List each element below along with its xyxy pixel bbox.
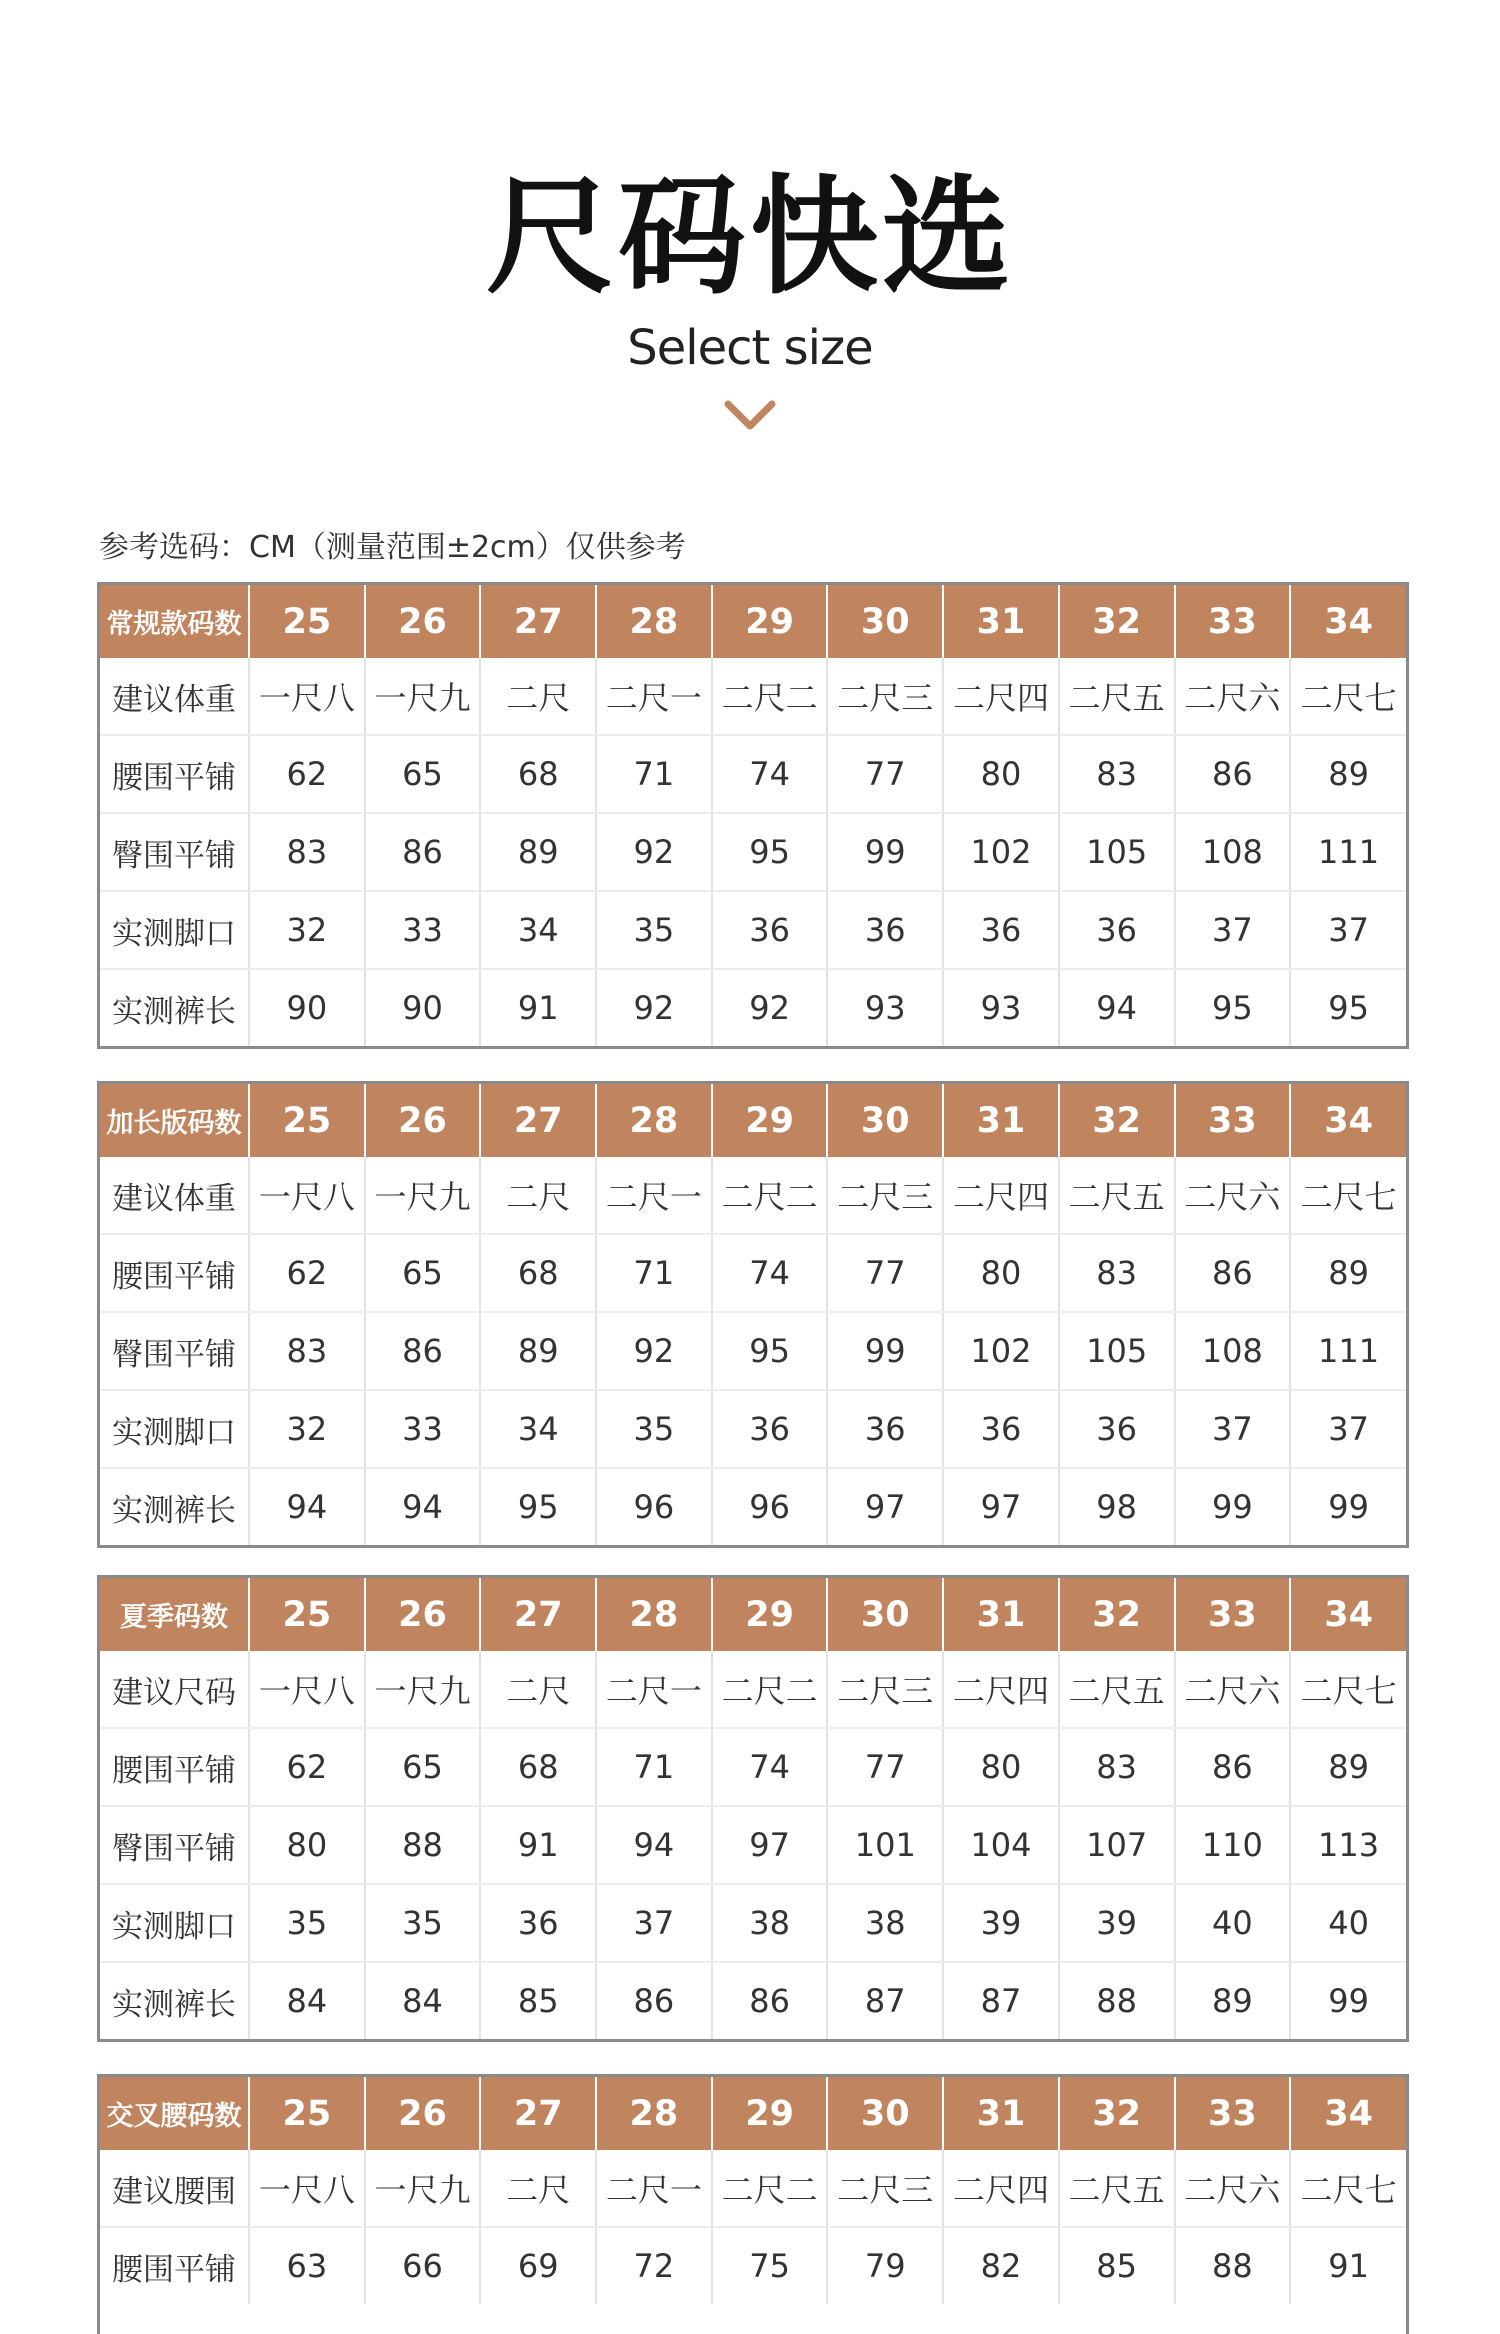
table-cell: 39 bbox=[1059, 1884, 1175, 1962]
table-cell: 101 bbox=[827, 1806, 943, 1884]
chevron-down-icon bbox=[722, 396, 778, 436]
table-cell: 二尺 bbox=[480, 2150, 596, 2227]
table-cell: 37 bbox=[1175, 891, 1291, 969]
size-header-cell: 26 bbox=[365, 2077, 481, 2150]
table-cell: 71 bbox=[596, 1728, 712, 1806]
table-cell: 一尺九 bbox=[365, 1651, 481, 1728]
size-header-cell: 29 bbox=[712, 1578, 828, 1651]
table-cell: 36 bbox=[1059, 1390, 1175, 1468]
table-cell: 36 bbox=[712, 1390, 828, 1468]
size-header-cell: 31 bbox=[943, 1084, 1059, 1157]
table-cell: 89 bbox=[1290, 1234, 1406, 1312]
table-header-row bbox=[100, 585, 1406, 658]
table-cell: 89 bbox=[1290, 735, 1406, 813]
table-cell: 36 bbox=[712, 891, 828, 969]
size-header-cell: 26 bbox=[365, 1578, 481, 1651]
table-cell: 33 bbox=[365, 891, 481, 969]
table-cell: 一尺九 bbox=[365, 2150, 481, 2227]
table-cell: 二尺七 bbox=[1290, 658, 1406, 735]
table-cell: 93 bbox=[943, 969, 1059, 1046]
table-cell: 37 bbox=[1175, 1390, 1291, 1468]
table-cell: 二尺五 bbox=[1059, 658, 1175, 735]
size-header-cell: 31 bbox=[943, 1578, 1059, 1651]
size-header-cell: 33 bbox=[1175, 1578, 1291, 1651]
size-header-cell: 33 bbox=[1175, 585, 1291, 658]
table-cell: 95 bbox=[712, 813, 828, 891]
table-cell: 113 bbox=[1290, 1806, 1406, 1884]
size-header-cell: 32 bbox=[1059, 2077, 1175, 2150]
table-cell: 84 bbox=[365, 1962, 481, 2039]
table-cell: 74 bbox=[712, 735, 828, 813]
table-cell: 97 bbox=[712, 1806, 828, 1884]
table-cell: 89 bbox=[480, 1312, 596, 1390]
table-cell: 89 bbox=[1290, 1728, 1406, 1806]
table-cell: 二尺四 bbox=[943, 2150, 1059, 2227]
table-row bbox=[100, 1468, 1406, 1545]
table-cell: 37 bbox=[1290, 891, 1406, 969]
table-cell: 65 bbox=[365, 735, 481, 813]
row-label-cell: 臀围平铺 bbox=[100, 1806, 249, 1884]
size-header-cell: 30 bbox=[827, 585, 943, 658]
table-cell: 111 bbox=[1290, 813, 1406, 891]
row-label-cell: 建议体重 bbox=[100, 658, 249, 735]
table-cell: 91 bbox=[480, 1806, 596, 1884]
table-cell: 87 bbox=[827, 1962, 943, 2039]
size-table-regular bbox=[97, 582, 1409, 1049]
table-row bbox=[100, 658, 1406, 735]
table-cell: 二尺三 bbox=[827, 658, 943, 735]
table-cell: 二尺五 bbox=[1059, 1157, 1175, 1234]
row-label-cell: 腰围平铺 bbox=[100, 735, 249, 813]
size-header-cell: 34 bbox=[1290, 2077, 1406, 2150]
row-label-cell: 腰围平铺 bbox=[100, 1234, 249, 1312]
table-cell: 86 bbox=[1175, 1234, 1291, 1312]
size-table-cross-waist bbox=[97, 2074, 1409, 2334]
table-cell: 35 bbox=[249, 1884, 365, 1962]
size-table-long bbox=[97, 1081, 1409, 1548]
table-cell: 85 bbox=[480, 1962, 596, 2039]
table-cell: 96 bbox=[712, 1468, 828, 1545]
table-cell: 107 bbox=[1059, 1806, 1175, 1884]
table-cell: 87 bbox=[943, 1962, 1059, 2039]
table-cell: 86 bbox=[1175, 1728, 1291, 1806]
table-cell: 77 bbox=[827, 1234, 943, 1312]
table-cell: 68 bbox=[480, 1234, 596, 1312]
table-row bbox=[100, 735, 1406, 813]
size-header-cell: 25 bbox=[249, 1084, 365, 1157]
row-label-cell: 臀围平铺 bbox=[100, 1312, 249, 1390]
table-cell: 83 bbox=[1059, 1728, 1175, 1806]
table-cell: 35 bbox=[596, 1390, 712, 1468]
table-cell: 95 bbox=[1175, 969, 1291, 1046]
table-cell: 86 bbox=[365, 813, 481, 891]
size-header-cell: 27 bbox=[480, 1084, 596, 1157]
table-cell: 83 bbox=[1059, 735, 1175, 813]
table-row bbox=[100, 1884, 1406, 1962]
size-header-cell: 33 bbox=[1175, 2077, 1291, 2150]
table-cell: 92 bbox=[712, 969, 828, 1046]
table-cell: 102 bbox=[943, 813, 1059, 891]
row-label-cell: 实测脚口 bbox=[100, 1390, 249, 1468]
table-cell: 二尺二 bbox=[712, 1651, 828, 1728]
table-cell: 33 bbox=[365, 1390, 481, 1468]
table-cell: 80 bbox=[249, 1806, 365, 1884]
table-cell: 二尺 bbox=[480, 1651, 596, 1728]
table-cell: 99 bbox=[827, 813, 943, 891]
table-cell: 二尺七 bbox=[1290, 1651, 1406, 1728]
table-cell: 90 bbox=[365, 969, 481, 1046]
table-cell: 二尺一 bbox=[596, 1651, 712, 1728]
table-cell: 94 bbox=[365, 1468, 481, 1545]
size-header-cell: 33 bbox=[1175, 1084, 1291, 1157]
table-cell: 35 bbox=[596, 891, 712, 969]
table-cell: 62 bbox=[249, 1234, 365, 1312]
table-cell: 62 bbox=[249, 735, 365, 813]
table-cell: 68 bbox=[480, 1728, 596, 1806]
table-cell: 35 bbox=[365, 1884, 481, 1962]
table-header-row bbox=[100, 2077, 1406, 2150]
table-cell: 36 bbox=[943, 1390, 1059, 1468]
row-label-cell: 实测裤长 bbox=[100, 1468, 249, 1545]
table-cell: 36 bbox=[480, 1884, 596, 1962]
table-row bbox=[100, 1651, 1406, 1728]
reference-note: 参考选码：CM（测量范围±2cm）仅供参考 bbox=[99, 530, 686, 565]
size-header-cell: 28 bbox=[596, 1084, 712, 1157]
table-cell: 97 bbox=[943, 1468, 1059, 1545]
table-cell: 99 bbox=[1175, 1468, 1291, 1545]
table-cell: 99 bbox=[827, 1312, 943, 1390]
table-cell: 二尺三 bbox=[827, 1651, 943, 1728]
row-label-cell: 腰围平铺 bbox=[100, 1728, 249, 1806]
table-row bbox=[100, 1234, 1406, 1312]
table-cell: 105 bbox=[1059, 1312, 1175, 1390]
table-cell: 111 bbox=[1290, 1312, 1406, 1390]
row-label-cell: 实测脚口 bbox=[100, 891, 249, 969]
size-header-cell: 29 bbox=[712, 1084, 828, 1157]
table-cell: 37 bbox=[1290, 1390, 1406, 1468]
row-label-cell: 实测裤长 bbox=[100, 969, 249, 1046]
table-cell: 一尺八 bbox=[249, 1651, 365, 1728]
table-cell: 86 bbox=[712, 1962, 828, 2039]
table-cell: 82 bbox=[943, 2227, 1059, 2304]
size-header-cell: 32 bbox=[1059, 1578, 1175, 1651]
table-cell: 94 bbox=[1059, 969, 1175, 1046]
table-cell: 105 bbox=[1059, 813, 1175, 891]
size-table-summer bbox=[97, 1575, 1409, 2042]
size-header-cell: 28 bbox=[596, 1578, 712, 1651]
table-cell: 84 bbox=[249, 1962, 365, 2039]
size-header-cell: 25 bbox=[249, 2077, 365, 2150]
table-cell: 二尺一 bbox=[596, 2150, 712, 2227]
table-cell: 二尺三 bbox=[827, 2150, 943, 2227]
table-cell: 94 bbox=[596, 1806, 712, 1884]
table-cell: 63 bbox=[249, 2227, 365, 2304]
row-label-cell: 建议腰围 bbox=[100, 2150, 249, 2227]
table-cell: 二尺六 bbox=[1175, 2150, 1291, 2227]
table-row bbox=[100, 1806, 1406, 1884]
table-cell: 77 bbox=[827, 735, 943, 813]
table-cell: 89 bbox=[1175, 1962, 1291, 2039]
table-cell: 34 bbox=[480, 1390, 596, 1468]
table-cell: 77 bbox=[827, 1728, 943, 1806]
size-header-cell: 34 bbox=[1290, 1578, 1406, 1651]
size-header-cell: 26 bbox=[365, 1084, 481, 1157]
size-header-cell: 30 bbox=[827, 1578, 943, 1651]
size-header-cell: 32 bbox=[1059, 1084, 1175, 1157]
row-label-cell: 腰围平铺 bbox=[100, 2227, 249, 2304]
table-row bbox=[100, 1728, 1406, 1806]
table-cell: 一尺九 bbox=[365, 658, 481, 735]
table-cell: 102 bbox=[943, 1312, 1059, 1390]
table-cell: 92 bbox=[596, 813, 712, 891]
size-header-cell: 26 bbox=[365, 585, 481, 658]
table-cell: 95 bbox=[480, 1468, 596, 1545]
size-header-cell: 27 bbox=[480, 2077, 596, 2150]
row-label-cell: 建议体重 bbox=[100, 1157, 249, 1234]
size-header-cell: 30 bbox=[827, 2077, 943, 2150]
table-cell: 32 bbox=[249, 1390, 365, 1468]
size-header-cell: 31 bbox=[943, 585, 1059, 658]
table-cell: 88 bbox=[1175, 2227, 1291, 2304]
table-cell: 二尺二 bbox=[712, 1157, 828, 1234]
table-row bbox=[100, 891, 1406, 969]
table-cell: 62 bbox=[249, 1728, 365, 1806]
table-cell: 85 bbox=[1059, 2227, 1175, 2304]
table-cell: 86 bbox=[365, 1312, 481, 1390]
table-cell: 95 bbox=[1328, 989, 1369, 1027]
size-header-cell: 31 bbox=[943, 2077, 1059, 2150]
table-cell: 一尺八 bbox=[249, 658, 365, 735]
table-cell: 95 bbox=[712, 1312, 828, 1390]
table-cell: 86 bbox=[1175, 735, 1291, 813]
table-cell: 86 bbox=[596, 1962, 712, 2039]
table-header-label: 交叉腰码数 bbox=[100, 2077, 249, 2150]
table-row bbox=[100, 2227, 1406, 2304]
table-row bbox=[100, 969, 1406, 1046]
table-cell: 91 bbox=[1328, 2247, 1369, 2285]
table-cell: 92 bbox=[596, 1312, 712, 1390]
table-cell: 71 bbox=[596, 1234, 712, 1312]
table-cell: 40 bbox=[1290, 1884, 1406, 1962]
table-cell: 75 bbox=[712, 2227, 828, 2304]
table-cell: 97 bbox=[827, 1468, 943, 1545]
table-cell: 69 bbox=[480, 2227, 596, 2304]
table-cell: 83 bbox=[1059, 1234, 1175, 1312]
table-cell: 一尺九 bbox=[365, 1157, 481, 1234]
table-cell: 34 bbox=[480, 891, 596, 969]
table-cell: 80 bbox=[943, 1728, 1059, 1806]
table-cell: 80 bbox=[943, 735, 1059, 813]
page-subtitle: Select size bbox=[627, 320, 873, 376]
table-cell: 38 bbox=[712, 1884, 828, 1962]
table-cell: 88 bbox=[365, 1806, 481, 1884]
table-cell: 99 bbox=[1328, 1488, 1369, 1526]
table-cell: 二尺五 bbox=[1059, 1651, 1175, 1728]
table-cell: 104 bbox=[943, 1806, 1059, 1884]
table-cell: 二尺三 bbox=[827, 1157, 943, 1234]
row-label-cell: 建议尺码 bbox=[100, 1651, 249, 1728]
table-row bbox=[100, 1312, 1406, 1390]
table-row bbox=[100, 813, 1406, 891]
table-cell: 二尺六 bbox=[1175, 1651, 1291, 1728]
table-cell: 88 bbox=[1059, 1962, 1175, 2039]
table-cell: 98 bbox=[1059, 1468, 1175, 1545]
table-cell: 39 bbox=[943, 1884, 1059, 1962]
size-header-cell: 25 bbox=[249, 1578, 365, 1651]
size-header-cell: 29 bbox=[712, 2077, 828, 2150]
table-cell: 91 bbox=[480, 969, 596, 1046]
size-header-cell: 32 bbox=[1059, 585, 1175, 658]
table-cell: 66 bbox=[365, 2227, 481, 2304]
size-header-cell: 29 bbox=[712, 585, 828, 658]
size-header-cell: 28 bbox=[596, 585, 712, 658]
size-header-cell: 27 bbox=[480, 1578, 596, 1651]
size-header-cell: 28 bbox=[596, 2077, 712, 2150]
table-cell: 二尺一 bbox=[596, 1157, 712, 1234]
table-cell: 一尺八 bbox=[249, 2150, 365, 2227]
table-cell: 72 bbox=[596, 2227, 712, 2304]
table-cell: 36 bbox=[827, 891, 943, 969]
table-cell: 83 bbox=[249, 1312, 365, 1390]
size-header-cell: 34 bbox=[1290, 1084, 1406, 1157]
table-cell: 89 bbox=[480, 813, 596, 891]
table-cell: 108 bbox=[1175, 813, 1291, 891]
table-cell: 65 bbox=[365, 1234, 481, 1312]
table-cell: 99 bbox=[1328, 1982, 1369, 2020]
table-row bbox=[100, 2150, 1406, 2227]
table-cell: 65 bbox=[365, 1728, 481, 1806]
table-cell: 二尺四 bbox=[943, 658, 1059, 735]
table-cell: 36 bbox=[1059, 891, 1175, 969]
table-cell: 92 bbox=[596, 969, 712, 1046]
table-cell: 二尺七 bbox=[1290, 2150, 1406, 2227]
table-cell: 96 bbox=[596, 1468, 712, 1545]
row-label-cell: 实测脚口 bbox=[100, 1884, 249, 1962]
table-header-row bbox=[100, 1578, 1406, 1651]
table-cell: 二尺 bbox=[480, 658, 596, 735]
table-cell: 40 bbox=[1175, 1884, 1291, 1962]
table-cell: 83 bbox=[249, 813, 365, 891]
table-cell: 二尺六 bbox=[1175, 1157, 1291, 1234]
table-cell: 二尺四 bbox=[943, 1157, 1059, 1234]
table-cell: 93 bbox=[827, 969, 943, 1046]
table-row bbox=[100, 1390, 1406, 1468]
table-cell: 二尺六 bbox=[1175, 658, 1291, 735]
table-cell: 二尺五 bbox=[1059, 2150, 1175, 2227]
table-cell: 38 bbox=[827, 1884, 943, 1962]
row-label-cell: 实测裤长 bbox=[100, 1962, 249, 2039]
size-header-cell: 34 bbox=[1290, 585, 1406, 658]
table-header-label: 常规款码数 bbox=[100, 585, 249, 658]
table-header-label: 夏季码数 bbox=[100, 1578, 249, 1651]
size-header-cell: 27 bbox=[480, 585, 596, 658]
table-cell: 二尺二 bbox=[712, 658, 828, 735]
table-cell: 36 bbox=[827, 1390, 943, 1468]
table-cell: 80 bbox=[943, 1234, 1059, 1312]
table-cell: 32 bbox=[249, 891, 365, 969]
table-header-label: 加长版码数 bbox=[100, 1084, 249, 1157]
page-title: 尺码快选 bbox=[485, 163, 1014, 312]
table-cell: 108 bbox=[1175, 1312, 1291, 1390]
table-cell: 二尺二 bbox=[712, 2150, 828, 2227]
table-cell: 94 bbox=[249, 1468, 365, 1545]
table-header-row bbox=[100, 1084, 1406, 1157]
size-header-cell: 30 bbox=[827, 1084, 943, 1157]
table-cell: 110 bbox=[1175, 1806, 1291, 1884]
table-cell: 二尺一 bbox=[596, 658, 712, 735]
table-cell: 二尺四 bbox=[943, 1651, 1059, 1728]
table-cell: 74 bbox=[712, 1728, 828, 1806]
size-header-cell: 25 bbox=[249, 585, 365, 658]
table-cell: 74 bbox=[712, 1234, 828, 1312]
table-cell: 68 bbox=[480, 735, 596, 813]
table-cell: 二尺七 bbox=[1290, 1157, 1406, 1234]
table-cell: 90 bbox=[249, 969, 365, 1046]
table-cell: 36 bbox=[943, 891, 1059, 969]
table-row bbox=[100, 1157, 1406, 1234]
table-cell: 71 bbox=[596, 735, 712, 813]
table-cell: 37 bbox=[596, 1884, 712, 1962]
table-cell: 二尺 bbox=[480, 1157, 596, 1234]
table-cell: 一尺八 bbox=[249, 1157, 365, 1234]
table-cell: 79 bbox=[827, 2227, 943, 2304]
row-label-cell: 臀围平铺 bbox=[100, 813, 249, 891]
table-row bbox=[100, 1962, 1406, 2039]
